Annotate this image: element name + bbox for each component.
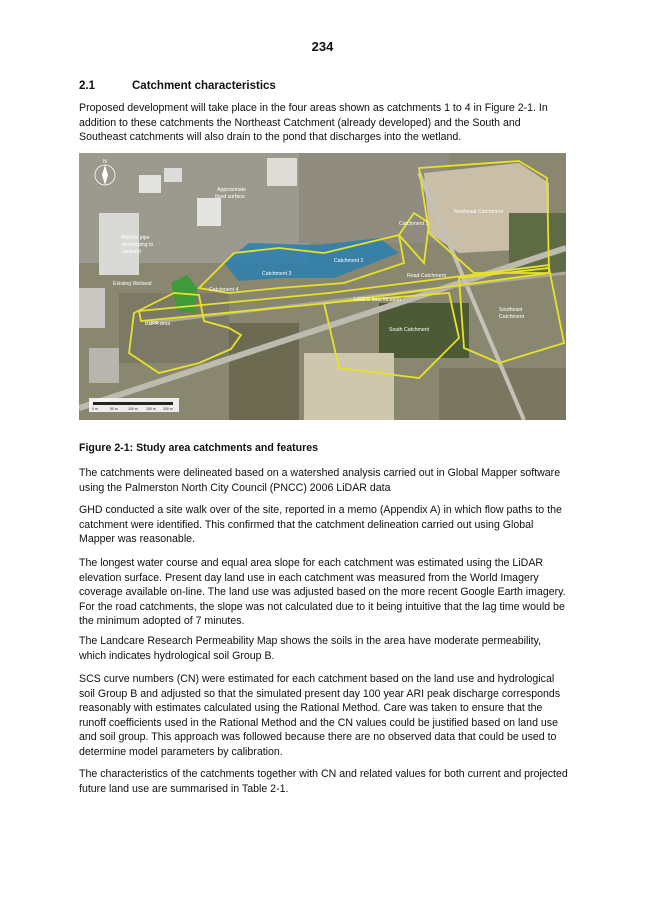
building [89, 348, 119, 383]
figure-caption: Figure 2-1: Study area catchments and features [79, 442, 319, 454]
label-catchment-4: Catchment 4 [209, 287, 239, 293]
label-hirds: HIRDS data location [354, 297, 401, 303]
scale-tick: 50 m [110, 407, 118, 411]
dry-field [304, 353, 394, 420]
label-catchment-1: Catchment 1 [399, 221, 429, 227]
north-label: N [103, 159, 107, 165]
label-flood-surface: flood surface [215, 194, 245, 200]
intro-paragraph: Proposed development will take place in the four areas shown as catchments 1 to 4 in Figure 2-1. In addition to these catchments the Northeast Catchment (already developed) and the South and Southeast catchments will also drain to the pond that discharges into the wetland. [79, 102, 548, 144]
catchment-map-figure [79, 153, 566, 420]
building [267, 158, 297, 186]
label-catchment-2: Catchment 2 [334, 258, 364, 264]
body-paragraph: The characteristics of the catchments together with CN and related values for both current and projected future land use are summarised in Table 2-1. [79, 768, 568, 795]
label-bupa: BUPA area [145, 321, 171, 327]
label-approx-flood: Approximate [217, 187, 247, 193]
scale-tick: 100 m [128, 407, 138, 411]
label-northeast: Northeast Catchment [454, 209, 504, 215]
label-southeast-catchment: Catchment [499, 314, 525, 320]
label-south: South Catchment [389, 327, 430, 333]
body-paragraph: The catchments were delineated based on a watershed analysis carried out in Global Mapper software using the Palmerston North City Council (PNCC) 2006 LiDAR data [79, 467, 561, 494]
building [197, 198, 221, 226]
scale-tick: 150 m [146, 407, 156, 411]
body-paragraph: SCS curve numbers (CN) were estimated for each catchment based on the land use and hydrological soil Group B and adjusted so that the simulated present day 100 year ARI peak discharge corresponds reasonably with estimates calculated using the Rational Method. Care was taken to ensure that the runoff coefficients used in the Rational Method and the CN values could be justified based on land use and soil group. This approach was followed because there are no observed data that could be used to determine model parameters by calibration. [79, 673, 561, 758]
label-pipe-discharging: discharging to [121, 242, 154, 248]
building [79, 288, 105, 328]
building [139, 175, 161, 193]
body-paragraph: The Landcare Research Permeability Map shows the soils in the area have moderate permeability, which indicates hydrological soil Group B. [79, 635, 542, 662]
label-pipe-wetland: wetland [123, 249, 141, 255]
label-catchment-3: Catchment 3 [262, 271, 292, 277]
label-southeast: Southeast [499, 307, 523, 313]
body-paragraph: The longest water course and equal area slope for each catchment was estimated using the LiDAR elevation surface. Present day land use in each catchment was measured from the World Imagery coverage available on-line. The land use was adjusted based on the more recent Google Earth imagery. For the road catchments, the slope was not calculated due to it being intuitive that the lag time would be the minimum adopted of 7 minutes. [79, 557, 566, 628]
section-title: Catchment characteristics [132, 80, 276, 92]
catchment-map [79, 153, 566, 420]
lower-field [439, 368, 566, 420]
section-heading [79, 80, 276, 92]
body-paragraph: GHD conducted a site walk over of the site, reported in a memo (Appendix A) in which flow paths to the catchment were identified. This confirmed that the catchment delineation carried out using Global Mapper was reasonable. [79, 504, 562, 546]
scale-tick: 0 m [92, 407, 98, 411]
building [164, 168, 182, 182]
label-existing-wetland: Existing Wetland [113, 281, 152, 287]
label-road: Road Catchment [407, 273, 446, 279]
label-pipe: 450mm pipe [121, 235, 150, 241]
page-number: 234 [311, 39, 334, 54]
scale-bar [89, 398, 179, 412]
section-number: 2.1 [79, 80, 95, 92]
scale-tick: 200 m [163, 407, 173, 411]
